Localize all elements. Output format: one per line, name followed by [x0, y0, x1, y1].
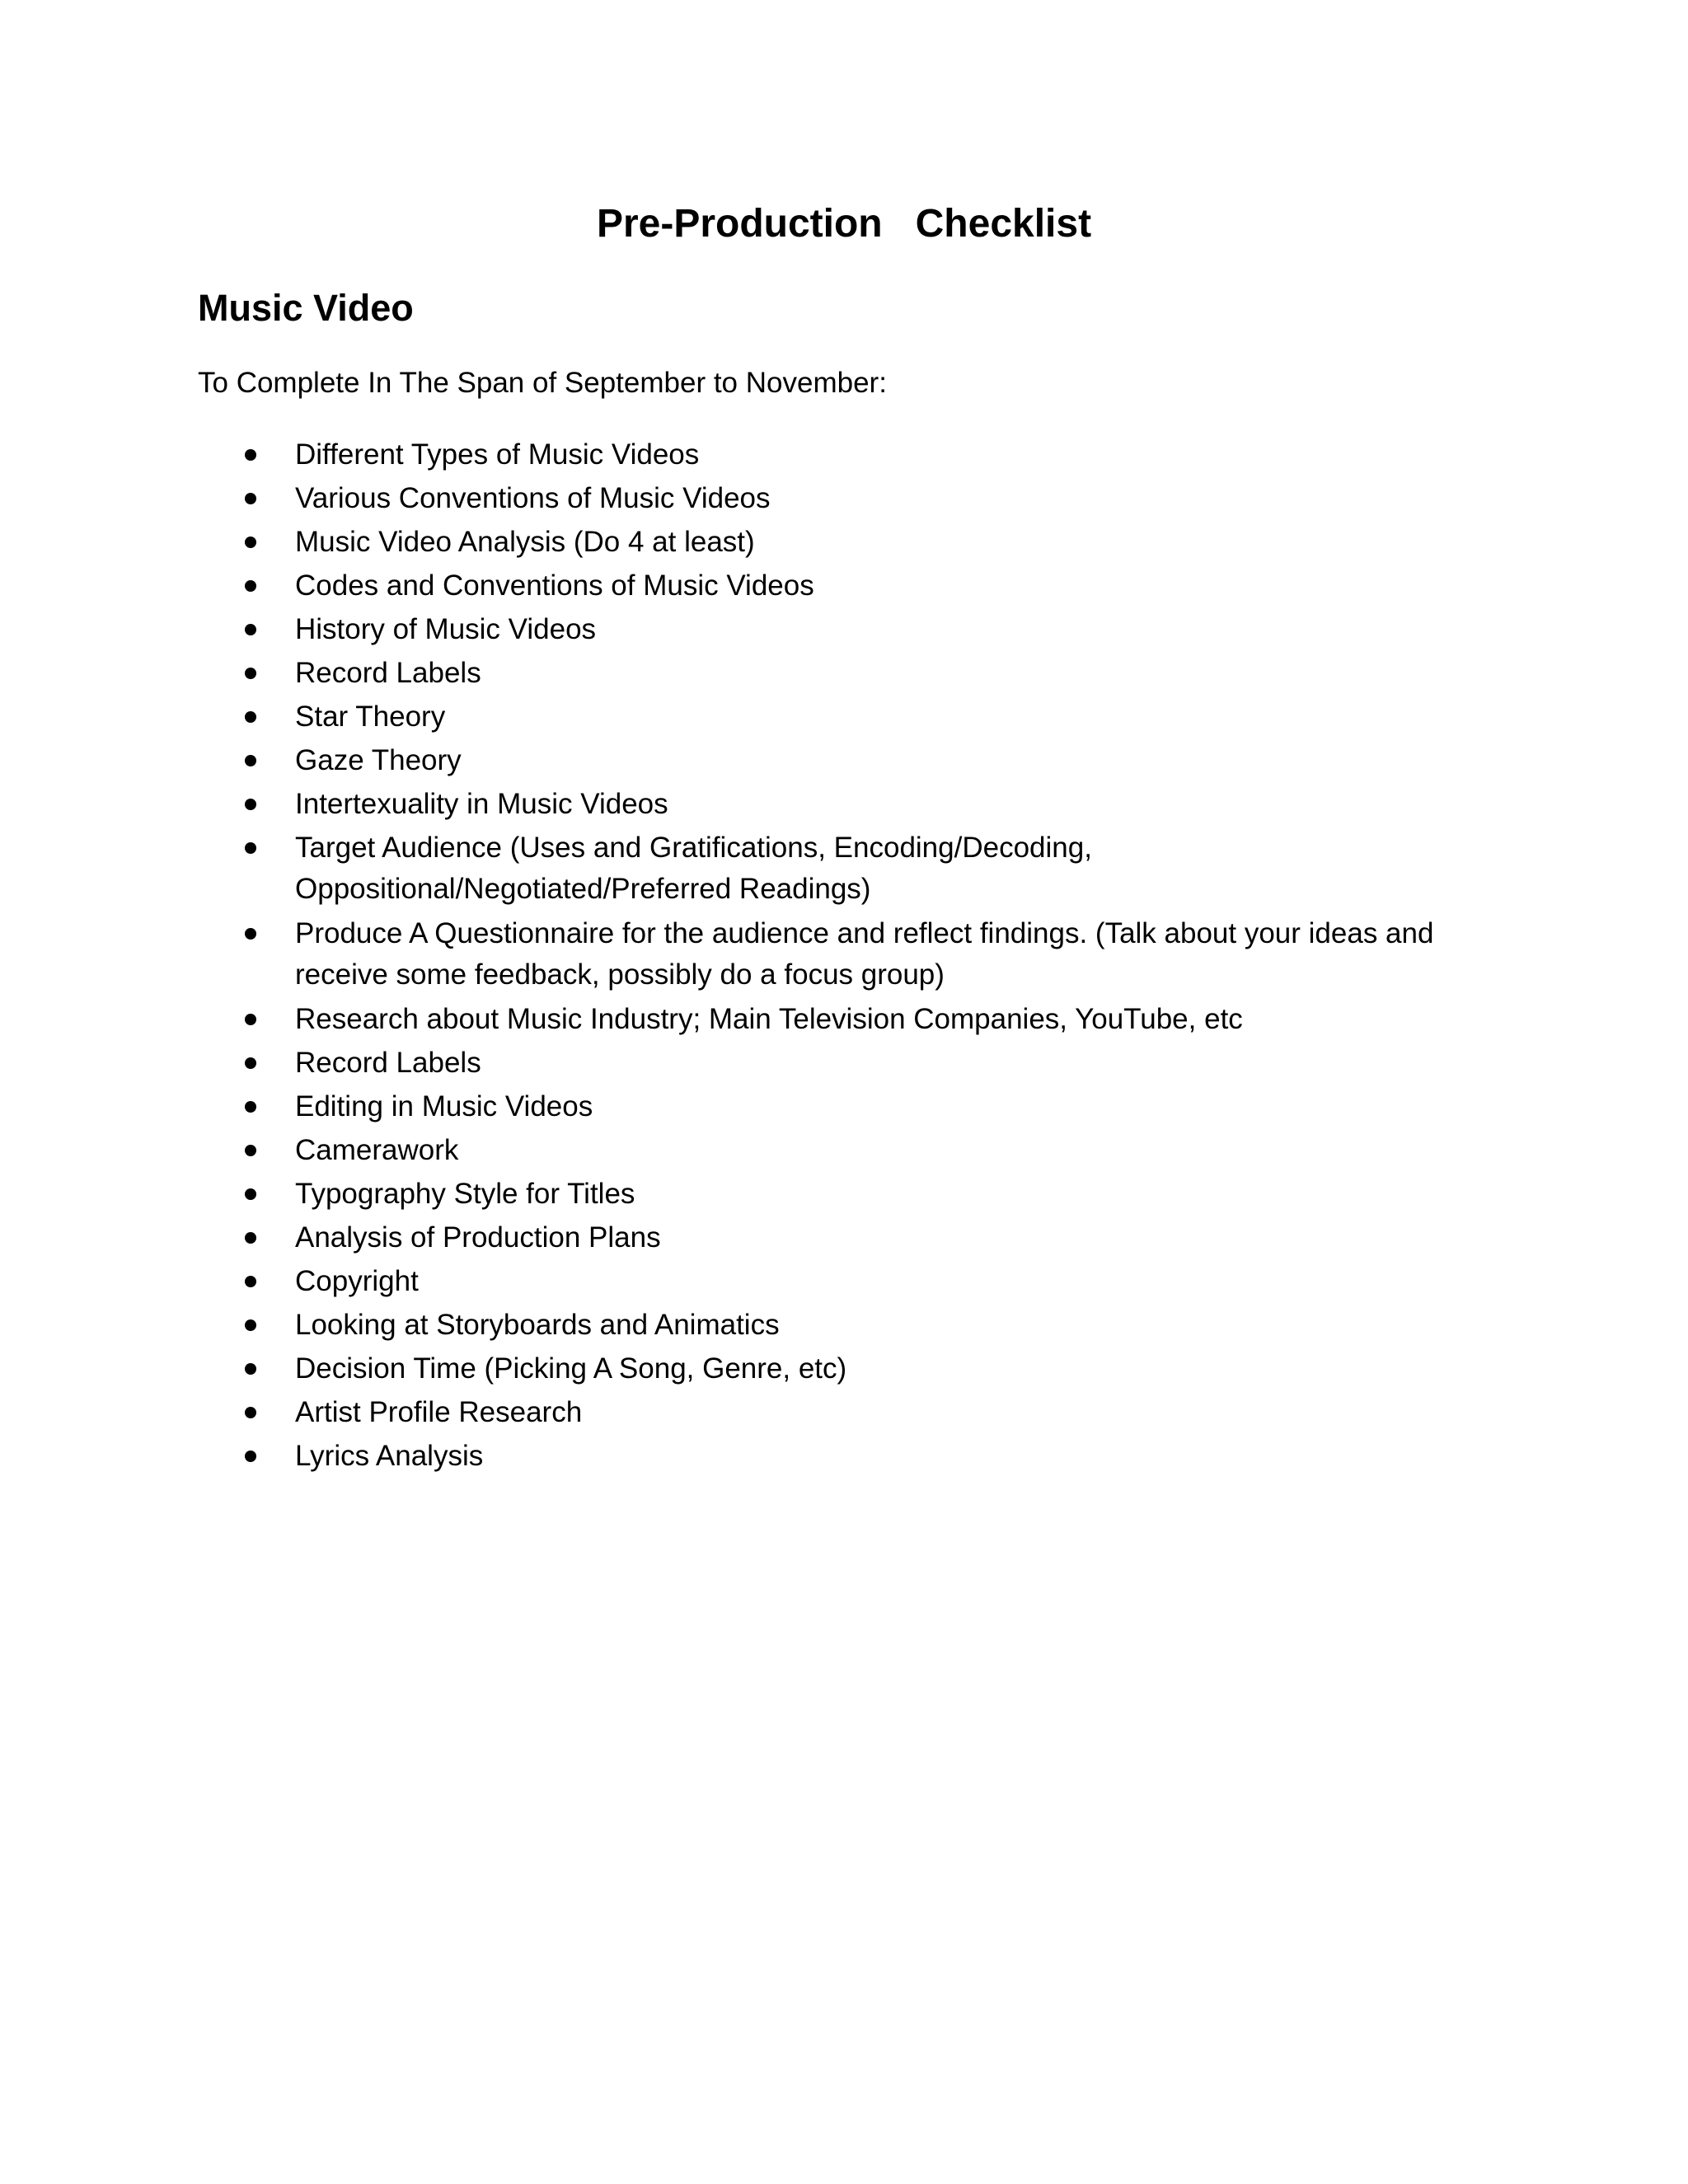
list-item-text: Gaze Theory	[295, 744, 462, 776]
bullet-icon	[245, 1451, 256, 1462]
list-item	[0, 1392, 1449, 1433]
bullet-icon	[245, 1188, 256, 1200]
list-item-text: Lyrics Analysis	[295, 1440, 484, 1472]
bullet-icon	[245, 1145, 256, 1156]
bullet-icon	[245, 799, 256, 810]
list-item	[0, 1261, 1449, 1302]
list-item-text: Typography Style for Titles	[295, 1178, 635, 1210]
list-item-text: Produce A Questionnaire for the audience and reflect findings. (Talk about your ideas and receive some feedback, possibly do a focus group)	[295, 917, 1434, 991]
list-item	[0, 740, 1449, 781]
list-item	[0, 434, 1449, 476]
list-item-text: Decision Time (Picking A Song, Genre, etc)	[295, 1352, 847, 1385]
bullet-icon	[245, 1319, 256, 1331]
list-item-text: Looking at Storyboards and Animatics	[295, 1309, 780, 1341]
bullet-icon	[245, 493, 256, 504]
list-item	[0, 1305, 1449, 1346]
page-title: Pre-Production Checklist	[596, 202, 1092, 246]
bullet-icon	[245, 580, 256, 592]
list-item-text: Target Audience (Uses and Gratifications, Encoding/Decoding, Oppositional/Negotiated/Preferred Readings)	[295, 832, 1092, 905]
list-item	[0, 478, 1449, 519]
list-item	[0, 1217, 1449, 1258]
list-item-text: Intertexuality in Music Videos	[295, 788, 668, 820]
bullet-icon	[245, 928, 256, 940]
bullet-icon	[245, 1407, 256, 1418]
list-item	[0, 827, 1449, 910]
list-item-text: History of Music Videos	[295, 613, 597, 645]
bullet-icon	[245, 1276, 256, 1287]
intro-text: To Complete In The Span of September to November:	[198, 367, 887, 399]
list-item-text: Music Video Analysis (Do 4 at least)	[295, 526, 755, 558]
list-item-text: Record Labels	[295, 1047, 481, 1079]
list-item-text: Research about Music Industry; Main Television Companies, YouTube, etc	[295, 1003, 1243, 1035]
list-item	[0, 999, 1449, 1040]
list-item-text: Camerawork	[295, 1134, 459, 1166]
bullet-icon	[245, 1363, 256, 1375]
list-item	[0, 653, 1449, 694]
list-item	[0, 1436, 1449, 1477]
list-item	[0, 565, 1449, 607]
list-item-text: Editing in Music Videos	[295, 1090, 593, 1122]
list-item-text: Various Conventions of Music Videos	[295, 482, 771, 514]
bullet-icon	[245, 1101, 256, 1113]
list-item-text: Artist Profile Research	[295, 1396, 583, 1428]
list-item	[0, 522, 1449, 563]
list-item	[0, 1086, 1449, 1127]
section-heading: Music Video	[198, 287, 414, 329]
bullet-icon	[245, 842, 256, 854]
list-item	[0, 1348, 1449, 1390]
list-item-text: Analysis of Production Plans	[295, 1221, 661, 1254]
list-item-text: Codes and Conventions of Music Videos	[295, 569, 814, 602]
bullet-icon	[245, 537, 256, 548]
list-item	[0, 784, 1449, 825]
bullet-icon	[245, 711, 256, 723]
list-item	[0, 1174, 1449, 1215]
list-item	[0, 1043, 1449, 1084]
list-item	[0, 609, 1449, 650]
bullet-icon	[245, 449, 256, 461]
bullet-icon	[245, 1232, 256, 1244]
bullet-icon	[245, 1014, 256, 1025]
list-item-text: Different Types of Music Videos	[295, 438, 700, 471]
list-item-text: Star Theory	[295, 701, 446, 733]
bullet-icon	[245, 668, 256, 679]
bullet-icon	[245, 1057, 256, 1069]
bullet-icon	[245, 755, 256, 766]
list-item	[0, 1130, 1449, 1171]
checklist	[0, 434, 1449, 1479]
list-item	[0, 696, 1449, 738]
list-item-text: Copyright	[295, 1265, 419, 1297]
list-item	[0, 913, 1449, 996]
bullet-icon	[245, 624, 256, 635]
list-item-text: Record Labels	[295, 657, 481, 689]
